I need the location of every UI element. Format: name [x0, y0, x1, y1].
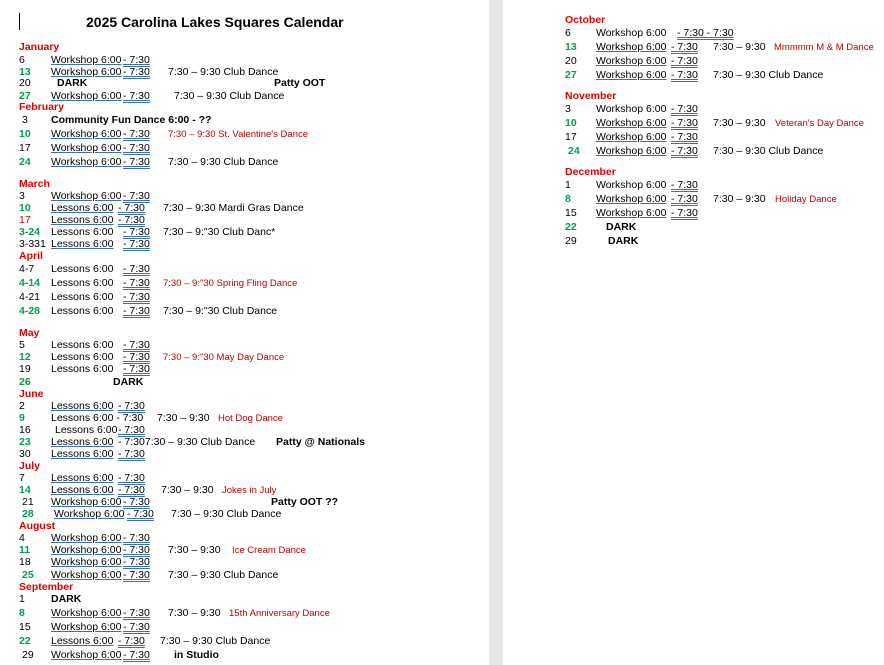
entry-date: 6 [565, 27, 571, 39]
entry-activity: Workshop 6:00 [596, 117, 667, 129]
entry-activity: Workshop 6:00 [51, 90, 122, 102]
calendar-entry [0, 277, 489, 290]
month-heading: September [19, 581, 74, 593]
entry-date: 17 [19, 214, 31, 226]
entry-event: 7:30 – 9:30 Mardi Gras Dance [163, 202, 304, 214]
entry-time: - 7:30 [118, 424, 145, 436]
document-page-right [503, 0, 884, 665]
calendar-entry [0, 363, 489, 376]
month-heading: March [19, 178, 50, 190]
calendar-entry [0, 114, 489, 127]
entry-time: - 7:30 [127, 508, 154, 520]
calendar-entry [0, 90, 489, 103]
entry-date: 30 [19, 448, 31, 460]
entry-date: 3 [19, 190, 25, 202]
entry-date: 27 [19, 90, 31, 102]
entry-time: - 7:30 [123, 90, 150, 102]
entry-event: 7:30 – 9:30 St. Valentine's Dance [168, 129, 309, 140]
entry-time: - 7:30 [671, 41, 698, 53]
entry-activity: DARK [606, 221, 637, 233]
entry-time: - 7:30 [123, 54, 150, 66]
entry-time: - 7:30 [123, 238, 150, 250]
entry-date: 1 [565, 179, 571, 191]
calendar-entry [503, 235, 884, 248]
entry-date: 15 [565, 207, 577, 219]
entry-event-name: Holiday Dance [775, 194, 837, 205]
entry-time: - 7:30 [118, 635, 145, 647]
calendar-entry [0, 607, 489, 620]
entry-date: 14 [19, 484, 31, 496]
entry-activity: Lessons 6:00 [51, 436, 114, 448]
calendar-entry [503, 207, 884, 220]
entry-event: 7:30 – 9:30 Club Dance [168, 156, 279, 168]
entry-note: in Studio [174, 649, 219, 661]
entry-activity: Lessons 6:00 [51, 214, 114, 226]
entry-activity: Workshop 6:00 [54, 508, 125, 520]
entry-time: - 7:30 [118, 472, 145, 484]
calendar-entry [503, 69, 884, 82]
entry-event: 7:30 – 9:30 [168, 544, 221, 556]
month-heading: January [19, 41, 60, 53]
entry-time: - 7:30 [671, 179, 698, 191]
calendar-entry [503, 179, 884, 192]
entry-activity: Lessons 6:00 [51, 305, 114, 317]
entry-event: 7:30 – 9:"30 Club Dance [163, 305, 278, 317]
entry-time: - 7:30 [671, 55, 698, 67]
entry-activity: Workshop 6:00 [51, 66, 122, 78]
entry-activity: Lessons 6:00 [51, 351, 114, 363]
entry-time: - 7:30 [123, 291, 150, 303]
entry-date: 25 [22, 569, 34, 581]
entry-activity: Workshop 6:00 [51, 190, 122, 202]
calendar-entry [503, 145, 884, 158]
month-heading: May [19, 327, 40, 339]
calendar-entry [0, 77, 489, 90]
entry-date: 22 [565, 221, 577, 233]
entry-event: 7:30 – 9:30 Club Dance [171, 508, 282, 520]
calendar-entry [503, 55, 884, 68]
entry-time: - 7:30 [671, 117, 698, 129]
entry-event-name: Ice Cream Dance [232, 545, 306, 556]
entry-event-name: 15th Anniversary Dance [229, 608, 330, 619]
entry-time: - 7:30 [123, 263, 150, 275]
entry-event: 7:30 – 9:30 [713, 41, 766, 53]
month-heading: June [19, 388, 44, 400]
entry-activity: Lessons 6:00 [51, 238, 114, 250]
entry-date: 10 [565, 117, 577, 129]
entry-activity: Workshop 6:00 [51, 532, 122, 544]
entry-date: 3 [565, 103, 571, 115]
calendar-entry [0, 649, 489, 662]
entry-date: 13 [565, 41, 577, 53]
entry-activity: Workshop 6:00 [596, 207, 667, 219]
entry-date: 9 [19, 412, 25, 424]
entry-activity: Lessons 6:00 [51, 448, 114, 460]
entry-time: - 7:30 [118, 484, 145, 496]
entry-date: 4-7 [19, 263, 35, 275]
entry-event: 7:30 – 9:30 Club Dance [174, 90, 285, 102]
calendar-entry [0, 569, 489, 582]
entry-date: 21 [22, 496, 34, 508]
calendar-entry [503, 131, 884, 144]
calendar-entry [503, 27, 884, 40]
entry-time: - 7:30 [123, 190, 150, 202]
entry-event-name: Veteran's Day Dance [775, 118, 864, 129]
entry-activity: Workshop 6:00 [596, 69, 667, 81]
entry-date: 2 [19, 400, 25, 412]
entry-date: 26 [19, 376, 31, 388]
entry-activity: Workshop 6:00 [51, 556, 122, 568]
entry-time: - 7:30 [123, 556, 150, 568]
entry-date: 22 [19, 635, 31, 647]
calendar-entry [503, 221, 884, 234]
entry-activity: DARK [113, 376, 144, 388]
calendar-entry [0, 128, 489, 141]
calendar-entry [0, 448, 489, 461]
entry-activity: Lessons 6:00 - 7:30 [51, 412, 144, 424]
entry-activity: DARK [608, 235, 639, 247]
month-heading: November [565, 90, 617, 102]
entry-time: - 7:30 [123, 532, 150, 544]
entry-activity: Lessons 6:00 [51, 263, 114, 275]
entry-activity: Workshop 6:00 [51, 496, 122, 508]
entry-activity: Workshop 6:00 [596, 131, 667, 143]
entry-activity: Workshop 6:00 [51, 569, 122, 581]
entry-time: - 7:30 - 7:30 [677, 27, 734, 39]
calendar-entry [503, 117, 884, 130]
entry-time: - 7:30 [123, 156, 150, 168]
entry-note: Patty OOT ?? [271, 496, 339, 508]
entry-event: 7:30 – 9:30 Club Dance [168, 66, 279, 78]
entry-date: 4-14 [19, 277, 41, 289]
entry-time: - 7:30 [671, 69, 698, 81]
entry-time: - 7:30 [671, 131, 698, 143]
entry-date: 7 [19, 472, 25, 484]
calendar-entry [0, 508, 489, 521]
entry-activity: DARK [51, 593, 82, 605]
entry-event: 7:30 – 9:"30 May Day Dance [163, 352, 285, 363]
entry-activity: Community Fun Dance 6:00 - ?? [51, 114, 212, 126]
entry-activity: Lessons 6:00 [51, 202, 114, 214]
entry-time: - 7:30 [123, 607, 150, 619]
entry-date: 29 [565, 235, 577, 247]
entry-time: - 7:30 [671, 145, 698, 157]
calendar-entry [503, 193, 884, 206]
entry-date: 12 [19, 351, 31, 363]
entry-date: 3-331 [19, 238, 46, 250]
entry-time: - 7:30 [118, 448, 145, 460]
month-heading: October [565, 14, 606, 26]
entry-activity: Lessons 6:00 [55, 424, 118, 436]
entry-event: 7:30 – 9:30 [713, 117, 766, 129]
entry-event: 7:30 – 9:30 [713, 193, 766, 205]
entry-time: - 7:30 [671, 207, 698, 219]
entry-activity: Lessons 6:00 [51, 291, 114, 303]
entry-time: - 7:30 [123, 305, 150, 317]
entry-date: 4-28 [19, 305, 41, 317]
entry-date: 18 [19, 556, 31, 568]
entry-date: 19 [19, 363, 31, 375]
month-heading: July [19, 460, 41, 472]
entry-dance-time: 7:30 – 9:30 [157, 412, 210, 424]
entry-date: 16 [19, 424, 31, 436]
entry-date: 13 [19, 66, 31, 78]
entry-date: 11 [19, 544, 31, 556]
entry-time: - 7:30 [123, 363, 150, 375]
entry-time: - 7:30 [671, 103, 698, 115]
entry-date: 3 [22, 114, 28, 126]
entry-date: 20 [19, 77, 31, 89]
entry-time: - 7:30 [123, 226, 150, 238]
entry-event: 7:30 – 9:"30 Club Danc* [163, 226, 276, 238]
calendar-entry [0, 291, 489, 304]
text-cursor [19, 13, 20, 30]
entry-date: 6 [19, 54, 25, 66]
entry-date: 4 [19, 532, 25, 544]
entry-time: - 7:30 [118, 400, 145, 412]
entry-event: Hot Dog Dance [218, 413, 283, 424]
entry-activity: Lessons 6:00 [51, 400, 114, 412]
month-heading: February [19, 101, 64, 113]
calendar-entry [0, 263, 489, 276]
entry-activity: Workshop 6:00 [596, 179, 667, 191]
entry-activity: Workshop 6:00 [596, 55, 667, 67]
entry-activity: Workshop 6:00 [596, 27, 667, 39]
entry-time: - 7:30 [123, 649, 150, 661]
entry-time: - 7:30 [123, 128, 150, 140]
entry-activity: Lessons 6:00 [51, 635, 114, 647]
entry-event: 7:30 – 9:"30 Spring Fling Dance [163, 278, 298, 289]
entry-activity: Workshop 6:00 [596, 103, 667, 115]
entry-activity: Workshop 6:00 [51, 128, 122, 140]
entry-date: 4-21 [19, 291, 41, 303]
entry-activity: Workshop 6:00 [51, 156, 122, 168]
entry-time: - 7:30 [123, 569, 150, 581]
calendar-entry [503, 41, 884, 54]
entry-time: - 7:30 [123, 496, 150, 508]
entry-activity: Workshop 6:00 [51, 544, 122, 556]
calendar-title: 2025 Carolina Lakes Squares Calendar [86, 14, 344, 30]
entry-time: - 7:30 [123, 277, 150, 289]
entry-date: 17 [565, 131, 577, 143]
entry-date: 23 [19, 436, 31, 448]
entry-date: 8 [565, 193, 571, 205]
entry-event: 7:30 – 9:30 Club Dance [713, 145, 824, 157]
entry-activity: Lessons 6:00 [51, 226, 114, 238]
calendar-entry [0, 593, 489, 606]
entry-date: 24 [19, 156, 31, 168]
entry-note: Patty OOT [274, 77, 326, 89]
entry-activity: Lessons 6:00 [51, 277, 114, 289]
entry-activity: Lessons 6:00 [51, 472, 114, 484]
entry-date: 17 [19, 142, 31, 154]
calendar-entry [0, 376, 489, 389]
entry-event: 7:30 – 9:30 [168, 607, 221, 619]
entry-note: Patty @ Nationals [276, 436, 366, 448]
entry-event-name: Jokes in July [222, 485, 277, 496]
entry-time: - 7:30 [118, 202, 145, 214]
entry-activity: Workshop 6:00 [596, 41, 667, 53]
entry-event: 7:30 – 9:30 [161, 484, 214, 496]
entry-event: 7:30 – 9:30 Club Dance [713, 69, 824, 81]
entry-event-name: Mmmmm M & M Dance [774, 42, 874, 53]
entry-date: 1 [19, 593, 25, 605]
entry-date: 27 [565, 69, 577, 81]
entry-activity: Workshop 6:00 [51, 607, 122, 619]
calendar-entry [0, 156, 489, 169]
entry-time: - 7:30 [671, 193, 698, 205]
entry-activity: Lessons 6:00 [51, 339, 114, 351]
entry-date: 5 [19, 339, 25, 351]
entry-activity: Workshop 6:00 [51, 142, 122, 154]
entry-activity: Lessons 6:00 [51, 363, 114, 375]
month-heading: August [19, 520, 56, 532]
entry-activity: Lessons 6:00 [51, 484, 114, 496]
entry-date: 3-24 [19, 226, 41, 238]
entry-time: - 7:307:30 – 9:30 Club Dance [118, 436, 256, 448]
calendar-entry [503, 103, 884, 116]
entry-time: - 7:30 [123, 66, 150, 78]
entry-activity: Workshop 6:00 [51, 54, 122, 66]
entry-date: 10 [19, 128, 31, 140]
calendar-entry [0, 238, 489, 251]
entry-event: 7:30 – 9:30 Club Dance [168, 569, 279, 581]
entry-activity: Workshop 6:00 [51, 621, 122, 633]
entry-date: 28 [22, 508, 34, 520]
entry-activity: Workshop 6:00 [596, 145, 667, 157]
entry-time: - 7:30 [123, 351, 150, 363]
entry-time: - 7:30 [118, 214, 145, 226]
calendar-entry [0, 305, 489, 318]
entry-date: 24 [568, 145, 580, 157]
calendar-entry [0, 142, 489, 155]
entry-date: 8 [19, 607, 25, 619]
entry-date: 29 [22, 649, 34, 661]
entry-time: - 7:30 [123, 339, 150, 351]
entry-activity: DARK [57, 77, 88, 89]
entry-activity: Workshop 6:00 [51, 649, 122, 661]
entry-event: 7:30 – 9:30 Club Dance [160, 635, 271, 647]
month-heading: April [19, 250, 43, 262]
entry-activity: Workshop 6:00 [596, 193, 667, 205]
calendar-entry [0, 556, 489, 569]
entry-date: 10 [19, 202, 31, 214]
entry-date: 15 [19, 621, 31, 633]
entry-date: 20 [565, 55, 577, 67]
entry-time: - 7:30 [123, 544, 150, 556]
calendar-entry [0, 621, 489, 634]
entry-time: - 7:30 [123, 142, 150, 154]
entry-time: - 7:30 [123, 621, 150, 633]
month-heading: December [565, 166, 616, 178]
calendar-entry [0, 635, 489, 648]
